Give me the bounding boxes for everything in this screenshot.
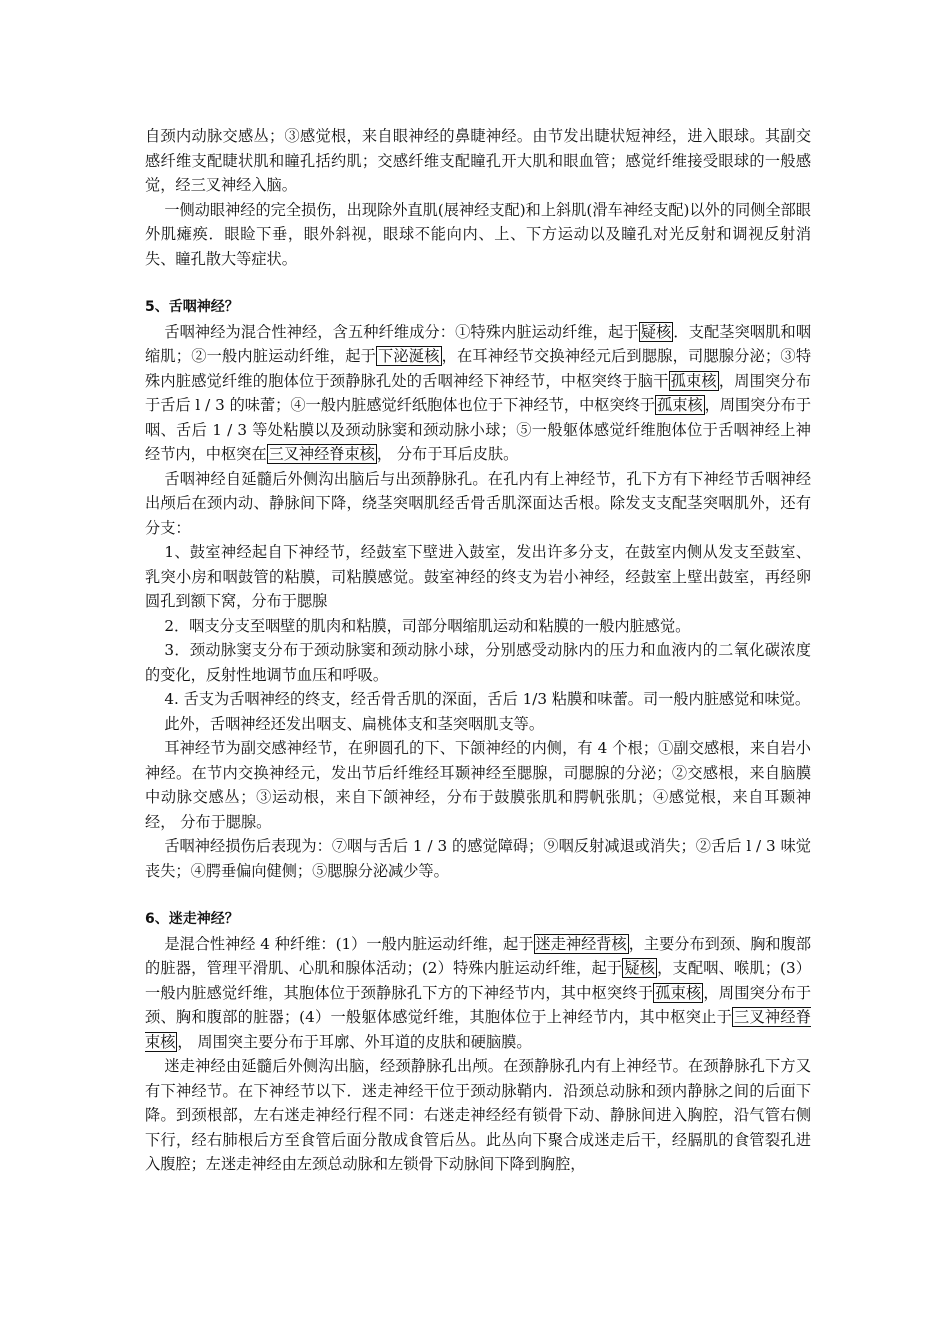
- paragraph-oculomotor-injury: 一侧动眼神经的完全损伤，出现除外直肌(展神经支配)和上斜肌(滑车神经支配)以外的同侧全部眼外肌瘫痪．眼睑下垂，眼外斜视，眼球不能向内、上、下方运动以及瞳孔对光反射和调视反射消失、瞳孔散大等症状。: [145, 200, 811, 268]
- spinal-trigeminal-nucleus-term: 三叉神经脊束核: [145, 1008, 811, 1051]
- inferior-salivatory-nucleus-term: 下泌涎核: [378, 347, 440, 365]
- paragraph-carotid-sinus-branch: 3．颈动脉窦支分布于颈动脉窦和颈动脉小球，分别感受动脉内的压力和血液内的二氧化碳浓度的变化，反射性地调节血压和呼吸。: [145, 641, 811, 684]
- paragraph-vagus-fibers: 是混合性神经 4 种纤维：(1）一般内脏运动纤维，起于 迷走神经背核 ，主要分布到颈、胸和腹部的脏器，管理平滑肌、心肌和腺体活动；(2）特殊内脏运动纤维，起于 疑核 ，支配咽、喉肌；(3）一般内脏感觉纤维，其胞体位于颈静脉孔下方的下神经节内，其中枢突终于 孤束核 ，周围突分布于颈、胸和腹部的脏器；(4）一般躯体感觉纤维，其胞体位于上神经节内，其中枢突止于 三叉神经脊束核 ， 周围突主要分布于耳廓、外耳道的皮肤和硬脑膜。: [145, 934, 812, 1051]
- section-heading-vagus: 6、迷走神经？: [145, 911, 239, 927]
- section-gap: [145, 883, 811, 907]
- nucleus-ambiguus-term: 疑核: [640, 322, 672, 341]
- paragraph-otic-ganglion: 耳神经节为副交感神经节，在卵圆孔的下、下颌神经的内侧，有 4 个根；①副交感根，来自岩小神经。在节内交换神经元，发出节后纤维经耳颞神经至腮腺，司腮腺的分泌；②交感根，来自脑膜中动脉交感丛；③运动根，来自下颌神经，分布于鼓膜张肌和腭帆张肌；④感觉根，来自耳颞神经， 分布于腮腺。: [145, 739, 811, 831]
- paragraph-other-branches: 此外，舌咽神经还发出咽支、扁桃体支和茎突咽肌支等。: [164, 714, 544, 733]
- document-page: [145, 124, 811, 1177]
- paragraph-oculomotor-ganglion: 自颈内动脉交感丛；③感觉根，来自眼神经的鼻睫神经。由节发出睫状短神经，进入眼球。其副交感纤维支配睫状肌和瞳孔括约肌；交感纤维支配瞳孔开大肌和眼血管；感觉纤维接受眼球的一般感觉，经三叉神经入脑。: [145, 127, 811, 194]
- solitary-nucleus-term: 孤束核: [657, 396, 703, 414]
- spinal-trigeminal-nucleus-term: 三叉神经脊束核: [268, 445, 375, 463]
- dorsal-vagal-nucleus-term: 迷走神经背核: [535, 934, 627, 953]
- paragraph-pharyngeal-branch: 2．咽支分支至咽壁的肌肉和粘膜，司部分咽缩肌运动和粘膜的一般内脏感觉。: [164, 616, 691, 635]
- paragraph-lingual-branch: 4. 舌支为舌咽神经的终支，经舌骨舌肌的深面，舌后 1/3 粘膜和味蕾。司一般内脏感觉和味觉。: [164, 690, 811, 708]
- solitary-nucleus-term: 孤束核: [670, 371, 717, 390]
- paragraph-glossopharyngeal-injury: 舌咽神经损伤后表现为：⑦咽与舌后 1 / 3 的感觉障碍；⑨咽反射减退或消失；②舌后 l / 3 味觉丧失；④腭垂偏向健侧；⑤腮腺分泌减少等。: [145, 837, 811, 880]
- section-gap: [145, 271, 811, 295]
- paragraph-tympanic-nerve: 1、鼓室神经起自下神经节，经鼓室下壁进入鼓室，发出许多分支，在鼓室内侧从发支至鼓室、乳突小房和咽鼓管的粘膜，司粘膜感觉。鼓室神经的终支为岩小神经，经鼓室上壁出鼓室，再经卵圆孔到额下窝，分布于腮腺: [145, 543, 811, 610]
- nucleus-ambiguus-term: 疑核: [624, 959, 656, 977]
- paragraph-vagus-course: 迷走神经由延髓后外侧沟出脑，经颈静脉孔出颅。在颈静脉孔内有上神经节。在颈静脉孔下方又有下神经节。在下神经节以下．迷走神经干位于颈动脉鞘内．沿颈总动脉和颈内静脉之间的后面下降。到颈根部，左右迷走神经行程不同：右迷走神经经有锁骨下动、静脉间进入胸腔，沿气管右侧下行，经右肺根后方至食管后面分散成食管后丛。此丛向下聚合成迷走后干，经膈肌的食管裂孔进入腹腔；左迷走神经由左颈总动脉和左锁骨下动脉间下降到胸腔，: [145, 1057, 811, 1173]
- solitary-nucleus-term: 孤束核: [655, 983, 702, 1002]
- paragraph-glossopharyngeal-course: 舌咽神经自延髓后外侧沟出脑后与出颈静脉孔。在孔内有上神经节，孔下方有下神经节舌咽神经出颅后在颈内动、静脉间下降，绕茎突咽肌经舌骨舌肌深面达舌根。除发支支配茎突咽肌外，还有分支：: [145, 469, 811, 537]
- paragraph-glossopharyngeal-fibers: 舌咽神经为混合性神经，含五种纤维成分：①特殊内脏运动纤维，起于 疑核 ．支配茎突咽肌和咽缩肌；②一般内脏运动纤维，起于 下泌涎核 ，在耳神经节交换神经元后到腮腺，司腮腺分泌；③特殊内脏感觉纤维的胞体位于颈静脉孔处的舌咽神经下神经节，中枢突终于脑干 孤束核 ，周围突分布于舌后 l / 3 的味蕾；④一般内脏感觉纤纸胞体也位于下神经节，中枢突终于 孤束核 ，周围突分布于咽、舌后 1 / 3 等处粘膜以及颈动脉窦和颈动脉小球；⑤一般躯体感觉纤维胞体位于舌咽神经上神经节内，中枢突在 三叉神经脊束核 ， 分布于耳后皮肤。: [145, 322, 812, 463]
- section-heading-glossopharyngeal: 5、舌咽神经？: [145, 299, 239, 315]
